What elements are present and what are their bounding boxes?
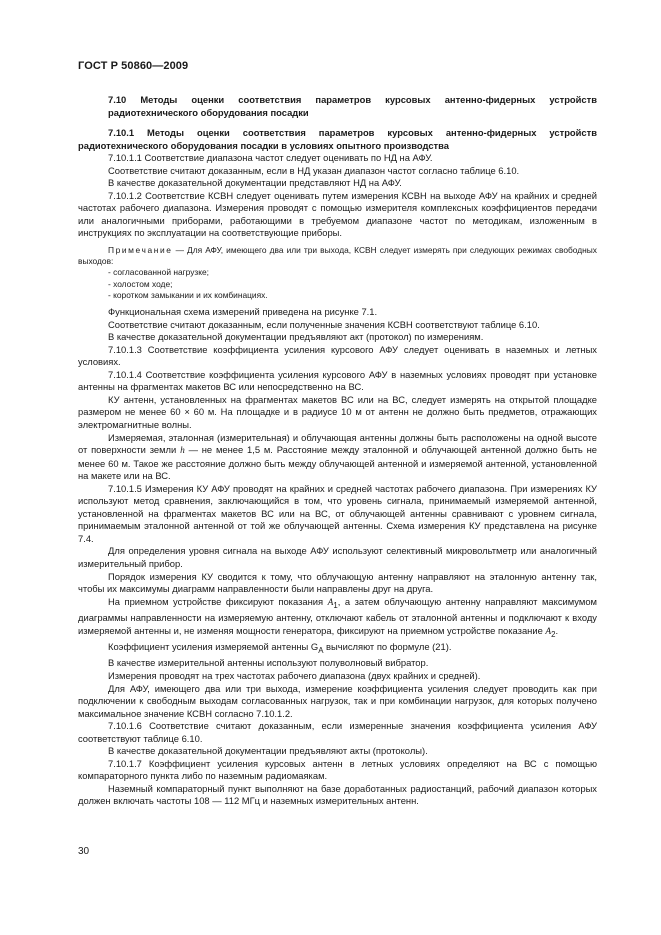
list-item: - согласованной нагрузке; <box>108 267 210 278</box>
text-run: , а затем облучающую антенну направляют максимумом диаграммы направленности на измеряемую антенну, отключают кабель от эталонной антенны и подключают к входу измеряемой антенны и, не изменяя мощности генератора, фиксируют на приемном устройстве показание <box>78 595 597 636</box>
page-number: 30 <box>78 846 90 857</box>
note-text: — Для АФУ, имеющего два или три выхода, КСВН следует измерять при следующих режимах свободных выходов: <box>78 245 597 267</box>
paragraph: 7.10.1.7 Коэффициент усиления курсовых антенн в летных условиях определяют на ВС с помощью компараторного пункта либо по наземным радиомаякам. <box>78 757 597 782</box>
text-run: Коэффициент усиления измеряемой антенны <box>108 641 311 652</box>
paragraph: Порядок измерения КУ сводится к тому, что облучающую антенну направляют на эталонную антенну так, чтобы их максимумы диаграмм направленности были направлены друг на друга. <box>78 570 597 595</box>
text-run: вычисляют по формуле (21). <box>323 641 452 652</box>
document-header: ГОСТ Р 50860—2009 <box>78 60 189 72</box>
paragraph: Соответствие считают доказанным, если полученные значения КСВН соответствуют таблице 6.10. <box>108 318 540 330</box>
subscript: 1 <box>333 600 338 610</box>
paragraph: 7.10.1.1 Соответствие диапазона частот следует оценивать по НД на АФУ. <box>108 152 433 164</box>
paragraph: Наземный компараторный пункт выполняют на базе доработанных радиостанций, рабочий диапазон которых должен включать частоты 108 — 112 МГц и наземных измерительных антенн. <box>78 782 597 807</box>
paragraph: Функциональная схема измерений приведена на рисунке 7.1. <box>108 306 378 318</box>
paragraph: 7.10.1.5 Измерения КУ АФУ проводят на крайних и средней частотах рабочего диапазона. При измерениях КУ используют метод сравнения, заключающийся в том, что уровень сигнала, принимаемый измеряемой антенной, установленной на фрагментах макетов ВС или на ВС, от облучающей антенны сравнивают с уровнем сигнала, принимаемым эталонной антенной от той же облучающей антенны. Схема измерения КУ представлена на рисунке 7.4. <box>78 482 597 544</box>
paragraph <box>78 641 597 657</box>
text-run: На приемном устройстве фиксируют показания <box>108 595 328 607</box>
subscript: A <box>318 645 324 655</box>
symbol-a2: A <box>545 626 552 637</box>
subscript: 2 <box>551 629 556 639</box>
paragraph: Измерения проводят на трех частотах рабочего диапазона (двух крайних и средней). <box>108 669 481 681</box>
symbol-ga: G <box>310 641 319 652</box>
text-run: — не менее 1,5 м. Расстояние между эталонной и облучающей антенной должно быть не менее 60 м. Такое же расстояние должно быть между облучающей антенной и измеряемой антенной, установленной на макете или на ВС. <box>78 444 598 482</box>
text-run: . <box>555 624 559 636</box>
paragraph: 7.10.1.2 Соответствие КСВН следует оценивать путем измерения КСВН на выходе АФУ на крайних и средней частотах рабочего диапазона. Измерения проводят с помощью измерителя комплексных коэффициентов передачи или аналогичными приборами, работающими в требуемом диапазоне частот по методикам, изложенным в инструкциях по эксплуатации на соответствующие приборы. <box>78 189 597 239</box>
paragraph <box>78 596 597 641</box>
list-item: - холостом ходе; <box>108 278 173 289</box>
paragraph: 7.10.1.4 Соответствие коэффициента усиления курсового АФУ в наземных условиях проводят при установке антенны на фрагментах макетов ВС или непосредственно на ВС. <box>78 368 597 393</box>
paragraph: В качестве доказательной документации представляют НД на АФУ. <box>108 177 402 189</box>
paragraph: Для АФУ, имеющего два или три выхода, измерение коэффициента усиления следует проводить как при подключении к свободным выходам согласованных нагрузок, так и при комбинации нагрузок, для которых получено максимальное значение КСВН согласно 7.10.1.2. <box>78 682 597 719</box>
paragraph: Для определения уровня сигнала на выходе АФУ используют селективный микровольтметр или аналогичный измерительный прибор. <box>78 545 597 569</box>
paragraph: 7.10.1.3 Соответствие коэффициента усиления курсового АФУ следует оценивать в наземных и летных условиях. <box>78 343 597 368</box>
paragraph <box>78 432 597 483</box>
document-body <box>78 94 597 808</box>
paragraph: В качестве доказательной документации предъявляют акты (протоколы). <box>108 745 428 757</box>
paragraph: В качестве доказательной документации предъявляют акт (протокол) по измерениям. <box>108 331 484 343</box>
subsection-heading: 7.10.1 Методы оценки соответствия параметров курсовых антенно-фидерных устройств радиотехнического оборудования посадки в условиях опытного производства <box>78 127 597 151</box>
symbol-a1: A <box>327 597 334 608</box>
symbol-h: h <box>180 446 185 457</box>
text-run: Измеряемая, эталонная (измерительная) и облучающая антенны должны быть расположены на одной высоте от поверхности земли <box>78 431 597 456</box>
paragraph: КУ антенн, установленных на фрагментах макетов ВС или на ВС, следует измерять на открытой площадке размером не менее 60 × 60 м. На площадке и в радиусе 10 м от антенн не должно быть предметов, отражающих электромагнитные волны. <box>78 393 597 430</box>
list-item: - коротком замыкании и их комбинациях. <box>108 289 268 300</box>
note-label: Примечание <box>108 245 173 256</box>
paragraph: 7.10.1.6 Соответствие считают доказанным, если измеренные значения коэффициента усиления АФУ соответствуют таблице 6.10. <box>78 720 597 744</box>
paragraph: Соответствие считают доказанным, если в НД указан диапазон частот согласно таблице 6.10. <box>108 164 520 176</box>
section-heading: 7.10 Методы оценки соответствия параметров курсовых антенно-фидерных устройств радиотехнического оборудования посадки <box>108 94 597 118</box>
note <box>78 245 597 267</box>
paragraph: В качестве измерительной антенны используют полуволновый вибратор. <box>108 657 429 669</box>
